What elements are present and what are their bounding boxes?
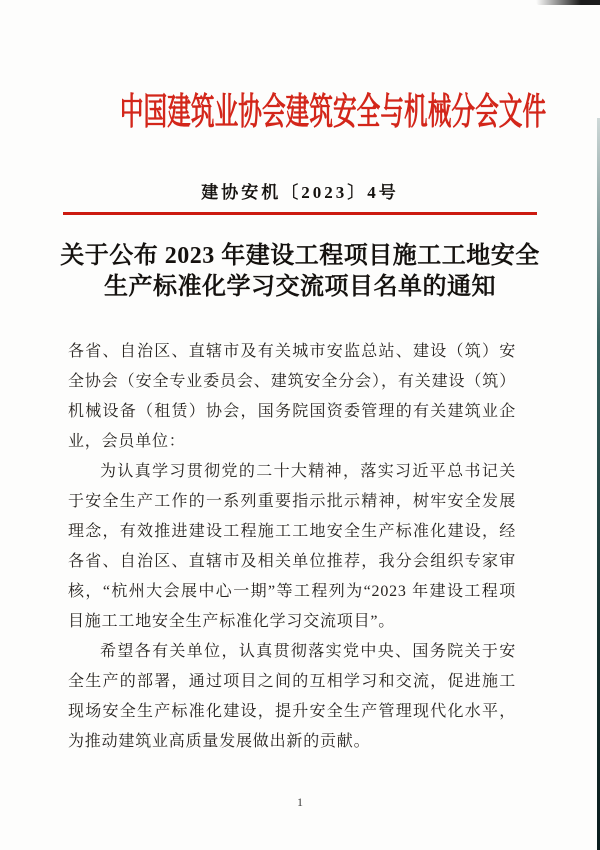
document-body [68,337,516,757]
notice-title-line1: 关于公布 2023 年建设工程项目施工工地安全 [60,242,540,269]
red-separator-line [63,212,537,215]
body-paragraph-2: 希望各有关单位，认真贯彻落实党中央、国务院关于安全生产的部署，通过项目之间的互相学习和交流，促进施工现场安全生产标准化建设，提升安全生产管理现代化水平，为推动建筑业高质量发展做出新的贡献。 [68,642,516,750]
doc-number: 建协安机〔2023〕4号 [201,182,399,202]
page-number: 1 [297,795,303,809]
letterhead-title: 中国建筑业协会建筑安全与机械分会文件 [119,92,547,133]
letterhead [0,93,600,134]
notice-title-line2: 生产标准化学习交流项目名单的通知 [104,273,496,300]
salutation-paragraph: 各省、自治区、直辖市及有关城市安监总站、建设（筑）安全协会（安全专业委员会、建筑安全分会），有关建设（筑）机械设备（租赁）协会，国务院国资委管理的有关建筑业企业，会员单位： [68,342,516,450]
notice-title [0,241,600,303]
body-paragraph-1: 为认真学习贯彻党的二十大精神，落实习近平总书记关于安全生产工作的一系列重要指示批示精神，树牢安全发展理念，有效推进建设工程施工工地安全生产标准化建设，经各省、自治区、直辖市及相关单位推荐，我分会组织专家审核，“杭州大会展中心一期”等工程列为“2023 年建设工程项目施工工地安全生产标准化学习交流项目”。 [68,462,516,630]
scan-artifact-top-edge [536,0,600,5]
